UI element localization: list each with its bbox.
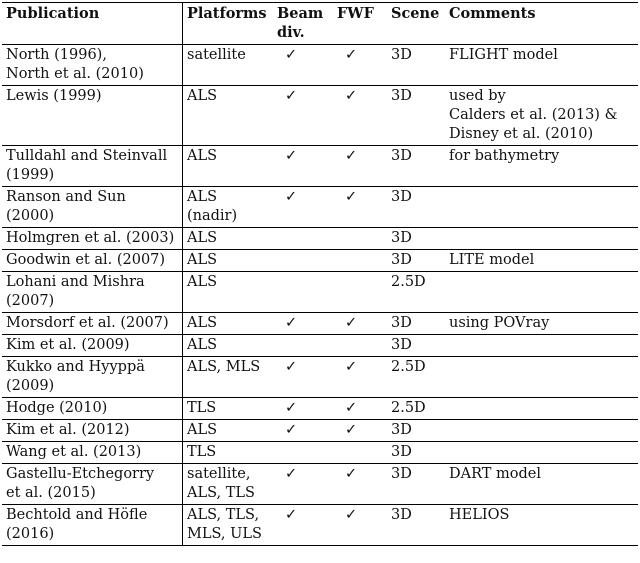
publication-cell-line: (1999) (6, 167, 55, 183)
beam-div-check: ✓ (273, 464, 333, 505)
publication-cell-line: (2016) (6, 526, 55, 542)
header-row (2, 3, 638, 45)
fwf-check (333, 250, 387, 272)
beam-div-check (273, 228, 333, 250)
platforms-cell (183, 272, 274, 313)
publication-cell (2, 146, 183, 187)
publication-cell (2, 464, 183, 505)
scene-cell: 3D (387, 313, 445, 335)
beam-div-check: ✓ (273, 187, 333, 228)
platforms-cell (183, 313, 274, 335)
publication-cell-line: (2007) (6, 293, 55, 309)
platforms-cell-line: ALS (187, 189, 218, 205)
comments-cell-line: LITE model (449, 252, 535, 268)
table-row (2, 187, 638, 228)
beam-div-check: ✓ (273, 420, 333, 442)
fwf-check: ✓ (333, 86, 387, 146)
publication-cell (2, 420, 183, 442)
header-scene: Scene (387, 3, 445, 45)
platforms-cell-line: ALS, TLS, (187, 507, 260, 523)
fwf-check (333, 272, 387, 313)
platforms-cell (183, 442, 274, 464)
table-row (2, 505, 638, 546)
beam-div-check: ✓ (273, 146, 333, 187)
comments-cell (445, 420, 638, 442)
scene-cell: 3D (387, 335, 445, 357)
comments-cell (445, 357, 638, 398)
publication-cell (2, 272, 183, 313)
comments-cell (445, 272, 638, 313)
publication-cell (2, 45, 183, 86)
platforms-cell (183, 187, 274, 228)
platforms-cell (183, 464, 274, 505)
table-row (2, 464, 638, 505)
header-platforms: Platforms (183, 3, 274, 45)
header-publication: Publication (2, 3, 183, 45)
header-beam-div (273, 3, 333, 45)
scene-cell: 3D (387, 146, 445, 187)
scene-cell: 2.5D (387, 357, 445, 398)
publication-cell (2, 335, 183, 357)
platforms-cell (183, 505, 274, 546)
publication-cell-line: Bechtold and Höfle (6, 507, 148, 523)
beam-div-check (273, 272, 333, 313)
scene-cell: 3D (387, 228, 445, 250)
scene-cell: 3D (387, 187, 445, 228)
table-row (2, 86, 638, 146)
publication-cell-line: Holmgren et al. (2003) (6, 230, 175, 246)
comments-cell-line: Disney et al. (2010) (449, 126, 594, 142)
publication-cell (2, 398, 183, 420)
publication-cell-line: Morsdorf et al. (2007) (6, 315, 169, 331)
platforms-cell-line: ALS, MLS (187, 359, 261, 375)
header-beam-div-line2: div. (277, 24, 305, 41)
comments-cell (445, 442, 638, 464)
platforms-cell-line: ALS (187, 315, 218, 331)
publication-cell-line: Kim et al. (2009) (6, 337, 130, 353)
table-row (2, 250, 638, 272)
publication-cell-line: (2009) (6, 378, 55, 394)
comments-cell-line: using POVray (449, 315, 550, 331)
platforms-cell (183, 420, 274, 442)
fwf-check: ✓ (333, 313, 387, 335)
comments-cell (445, 146, 638, 187)
publication-cell (2, 187, 183, 228)
beam-div-check (273, 442, 333, 464)
platforms-cell-line: MLS, ULS (187, 526, 262, 542)
platforms-cell-line: TLS (187, 444, 217, 460)
scene-cell: 2.5D (387, 398, 445, 420)
fwf-check (333, 335, 387, 357)
fwf-check: ✓ (333, 398, 387, 420)
publication-cell-line: Wang et al. (2013) (6, 444, 142, 460)
publication-cell-line: Ranson and Sun (6, 189, 126, 205)
platforms-cell-line: ALS (187, 274, 218, 290)
publication-cell-line: et al. (2015) (6, 485, 96, 501)
platforms-cell (183, 45, 274, 86)
publication-cell (2, 313, 183, 335)
platforms-cell (183, 146, 274, 187)
comments-cell (445, 313, 638, 335)
platforms-cell-line: ALS (187, 230, 218, 246)
scene-cell: 3D (387, 420, 445, 442)
table-row (2, 335, 638, 357)
comments-cell-line: FLIGHT model (449, 47, 558, 63)
comments-cell-line: for bathymetry (449, 148, 560, 164)
platforms-cell-line: ALS (187, 337, 218, 353)
comments-cell (445, 464, 638, 505)
publication-cell-line: (2000) (6, 208, 55, 224)
fwf-check (333, 442, 387, 464)
publications-table (2, 2, 638, 546)
fwf-check: ✓ (333, 146, 387, 187)
beam-div-check: ✓ (273, 45, 333, 86)
publication-cell (2, 228, 183, 250)
fwf-check: ✓ (333, 505, 387, 546)
comments-cell (445, 398, 638, 420)
publication-cell-line: North et al. (2010) (6, 66, 144, 82)
publication-cell-line: North (1996), (6, 47, 107, 63)
table-row (2, 45, 638, 86)
publication-cell-line: Tulldahl and Steinvall (6, 148, 168, 164)
beam-div-check: ✓ (273, 357, 333, 398)
platforms-cell (183, 398, 274, 420)
fwf-check: ✓ (333, 187, 387, 228)
beam-div-check (273, 250, 333, 272)
table-body (2, 45, 638, 546)
platforms-cell (183, 357, 274, 398)
table-row (2, 442, 638, 464)
fwf-check: ✓ (333, 45, 387, 86)
publication-cell (2, 357, 183, 398)
comments-cell (445, 250, 638, 272)
publication-cell (2, 505, 183, 546)
comments-cell (445, 187, 638, 228)
table-row (2, 272, 638, 313)
publication-cell-line: Hodge (2010) (6, 400, 108, 416)
comments-cell (445, 335, 638, 357)
table-row (2, 313, 638, 335)
platforms-cell-line: satellite (187, 47, 246, 63)
table-row (2, 357, 638, 398)
fwf-check: ✓ (333, 420, 387, 442)
comments-cell-line: Calders et al. (2013) & (449, 107, 618, 123)
beam-div-check (273, 335, 333, 357)
platforms-cell (183, 228, 274, 250)
comments-cell (445, 505, 638, 546)
beam-div-check: ✓ (273, 86, 333, 146)
scene-cell: 3D (387, 250, 445, 272)
platforms-cell-line: satellite, (187, 466, 251, 482)
publication-cell-line: Lohani and Mishra (6, 274, 145, 290)
scene-cell: 3D (387, 505, 445, 546)
fwf-check: ✓ (333, 464, 387, 505)
publication-cell-line: Kim et al. (2012) (6, 422, 130, 438)
platforms-cell-line: TLS (187, 400, 217, 416)
platforms-cell-line: ALS (187, 422, 218, 438)
table-row (2, 398, 638, 420)
comments-cell (445, 228, 638, 250)
header-beam-div-line1: Beam (277, 5, 324, 22)
comments-cell (445, 45, 638, 86)
beam-div-check: ✓ (273, 505, 333, 546)
platforms-cell-line: (nadir) (187, 208, 238, 224)
publication-cell-line: Goodwin et al. (2007) (6, 252, 166, 268)
platforms-cell-line: ALS (187, 88, 218, 104)
publication-cell (2, 442, 183, 464)
publication-cell (2, 250, 183, 272)
fwf-check: ✓ (333, 357, 387, 398)
scene-cell: 3D (387, 45, 445, 86)
platforms-cell-line: ALS (187, 252, 218, 268)
platforms-cell (183, 335, 274, 357)
comments-cell (445, 86, 638, 146)
table-row (2, 228, 638, 250)
table-row (2, 420, 638, 442)
publication-cell-line: Lewis (1999) (6, 88, 102, 104)
scene-cell: 3D (387, 86, 445, 146)
publication-cell-line: Kukko and Hyyppä (6, 359, 145, 375)
table-row (2, 146, 638, 187)
scene-cell: 3D (387, 464, 445, 505)
scene-cell: 2.5D (387, 272, 445, 313)
publication-cell (2, 86, 183, 146)
platforms-cell-line: ALS, TLS (187, 485, 255, 501)
beam-div-check: ✓ (273, 313, 333, 335)
platforms-cell-line: ALS (187, 148, 218, 164)
fwf-check (333, 228, 387, 250)
header-fwf: FWF (333, 3, 387, 45)
comments-cell-line: HELIOS (449, 507, 510, 523)
publication-cell-line: Gastellu-Etchegorry (6, 466, 155, 482)
comments-cell-line: used by (449, 88, 506, 104)
scene-cell: 3D (387, 442, 445, 464)
beam-div-check: ✓ (273, 398, 333, 420)
platforms-cell (183, 86, 274, 146)
comments-cell-line: DART model (449, 466, 542, 482)
header-comments: Comments (445, 3, 638, 45)
platforms-cell (183, 250, 274, 272)
